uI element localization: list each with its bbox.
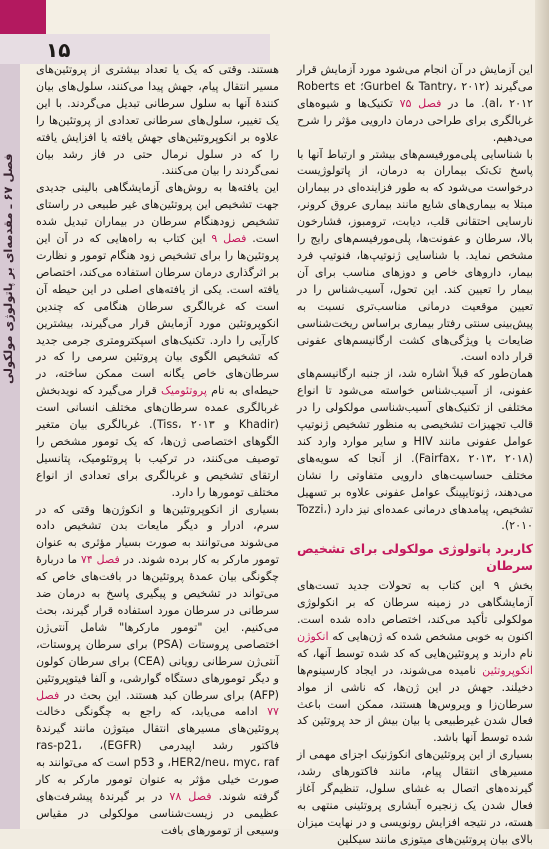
left-column bbox=[36, 62, 280, 837]
page-number-bar bbox=[0, 34, 270, 64]
paragraph: بسیاری از انکوپروتئین‌ها و انکوژن‌ها وقتی که در سرم، ادرار و دیگر مایعات بدن تشخیص داده می‌شوند می‌توانند به صورت بسیار مؤثری به عنوان تومور مارکر به کار برده شوند. در فصل ۷۴ ما دربارهٔ چگونگی بیان عمدهٔ پروتئین‌ها در بافت‌های خاص که می‌تواند در تشخیص و پیگیری پاسخ به درمان ضد سرطانی در سرطان مورد استفاده قرار گیرند، بحث می‌کنیم. این "تومور مارکرها" شامل آنتی‌ژن اختصاصی پروستات (PSA) برای سرطان پروستات، آنتی‌ژن سرطانی رویانی (CEA) برای سرطان کولون و دیگر تومورهای دستگاه گوارشی، و آلفا فیتوپروتئین (AFP) برای سرطان کبد هستند. این بحث در فصل ۷۷ ادامه می‌یابد، که راجع به چگونگی دخالت پروتئین‌های مسیرهای انتقال میتوژن مانند گیرندهٔ فاکتور رشد اپیدرمی (EGFR)، ras-p21، HER2/neu، myc، raf، و p53 است که می‌توانند به صورت خیلی مؤثر به عنوان تومور مارکر به کار گرفته شوند. فصل ۷۸ در بر گیرندهٔ پیشرفت‌های عظیمی در زیست‌شناسی مولکولی در مقیاس وسیعی از تومورهای بافت bbox=[36, 502, 280, 837]
highlighted-term: انکوپروتئین bbox=[482, 663, 533, 677]
page-edge-shadow bbox=[535, 0, 549, 829]
paragraph: هستند. وقتی که یک یا تعداد بیشتری از پروتئین‌های مسیر انتقال پیام، جهش پیدا می‌کنند، سلول‌های بیان کنندهٔ آنها به سلول سرطانی تبدیل می‌گردند. با این یک تغییر، سلول‌های سرطانی تعدادی از پروتئین‌ها را علاوه بر انکوپروتئین‌های جهش یافته یا افزایش یافته را که در سلول نرمال حتی در فاز رشد بیان نمی‌گردند را بیان می‌کنند. bbox=[36, 63, 279, 178]
page-number: ۱۵ bbox=[46, 38, 71, 62]
highlighted-term: انکوژن bbox=[297, 629, 329, 643]
paragraph: با شناسایی پلی‌مورفیسم‌های بیشتر و ارتباط آنها با پاسخ تک‌تک بیماران به درمان، از پاتولوژیست درخواست می‌شود که به طور فزاینده‌ای در بیماران مبتلا به بیماری‌های شایع مانند بیماری عروق کرونر، نارسایی احتقانی قلب، دیابت، ترومبوز، فشارخون بالا، سرطان و عفونت‌ها، پلی‌مورفیسم‌های رایج را مشخص نماید. با شناسایی ژنوتیپ‌ها، فنوتیپ فرد بیمار، داروهای خاص و دوزهای مناسب برای آن بیمار را تعیین کند. این تحول، آسیب‌شناس را در تعیین موقعیت درمانی مناسب‌تری نسبت به پیش‌بینی سنتی رفتار بیماری براساس ریخت‌شناسی ضایعات یا ویژگی‌های کشت ارگانیسم‌های عفونی قرار داده است. bbox=[297, 147, 533, 364]
chapter-reference: فصل ۷۷ bbox=[36, 688, 279, 719]
right-column bbox=[297, 62, 533, 846]
chapter-reference: فصل ۹ bbox=[211, 232, 247, 246]
paragraph: این یافته‌ها به روش‌های آزمایشگاهی بالینی جدیدی جهت تشخیص این پروتئین‌های غیر طبیعی در راستای تشخیص زودهنگام سرطان در بیماران تبدیل شده است. فصل ۹ این کتاب به راه‌هایی که در آن این پروتئین‌ها را برای تشخیص زود هنگام تومور و نظارت بر اثرگذاری درمان سرطان استفاده می‌کند، اختصاص یافته است. یکی از یافته‌های اصلی در این حیطه آن است که غربالگری سرطان هنگامی که چندین انکوپروتئین مورد آزمایش قرار می‌گیرند، بیشترین کارآیی را دارد. تکنیک‌های اسپکترومتری جرمی جدید که تشخیص الگوی بیان پروتئین سرمی را که در سرطان‌های خاص یگانه است ممکن ساخته، در حیطه‌ای به نام پروتئومیک قرار می‌گیرد که نوید‌بخش غربالگری عمده سرطان‌های مختلف انسانی است (Khadir و Tiss، ۲۰۱۳). غربالگری بیان متغیر الگوهای اختصاصی ژن‌ها، که یک تومور مشخص را توصیف می‌کنند، در ترکیب با پروتئومیک، پتانسیل ارتقای تشخیص و غربالگری برای تعدادی از انواع مختلف تومورها را دارد. bbox=[36, 181, 279, 499]
paragraph: همان‌طور که قبلاً اشاره شد، از جنبه ارگانیسم‌های عفونی، از آسیب‌شناس خواسته می‌شود تا انواع مختلفی از تکنیک‌های آسیب‌شناسی مولکولی را در قالب تجهیزات تشخیصی به منظور تشخیص ژنوتیپ عوامل عفونی مانند HIV و سایر موارد وارد کند (Fairfax، ۲۰۱۳، ۲۰۱۸). از آنجا که سویه‌های مختلف حساسیت‌های دارویی متفاوتی را نشان می‌دهند، ژنوتایپینگ عوامل عفونی علاوه بر تسهیل تشخیص، پیامدهای درمانی عمده‌ای نیز دارد (Tozzi، ۲۰۱۰). bbox=[297, 367, 533, 533]
chapter-reference: فصل ۷۴ bbox=[80, 553, 120, 567]
highlighted-term: پروتئومیک bbox=[160, 384, 207, 398]
paragraph: بخش ۹ این کتاب به تحولات جدید تست‌های آزمایشگاهی در زمینه سرطان که بر انکولوژی مولکولی تأکید می‌کند، اختصاص داده شده است. اکنون به خوبی مشخص شده که ژن‌هایی که انکوژن نام دارند و پروتئین‌هایی که کد شده توسط آنها، که انکوپروتئین نامیده می‌شوند، در ایجاد کارسینوم‌ها دخیلند. جهش در این ژن‌ها، که ناشی از مواد سرطان‌زا و ویروس‌ها هستند، ممکن است باعث فعال شدن غیرطبیعی یا بیان بیش از حد پروتئین کد شده توسط آنها باشد. bbox=[297, 579, 533, 745]
section-heading: کاربرد پاتولوژی مولکولی برای تشخیص سرطان bbox=[297, 541, 533, 574]
corner-color-block bbox=[0, 0, 46, 34]
chapter-side-band: فصل ۶۷ ـ مقدمه‌ای بر پاتولوژی مولکولی bbox=[0, 64, 20, 829]
paragraph: این آزمایش در آن انجام می‌شود مورد آزمایش قرار می‌گیرند (Gurbel & Tantry، ۲۰۱۲؛ Roberts et al، ۲۰۱۲). ما در فصل ۷۵ تکنیک‌ها و شیوه‌های غربالگری برای طراحی درمان دارویی مؤثر را شرح می‌دهیم. bbox=[297, 63, 533, 144]
paragraph: بسیاری از این پروتئین‌های انکوژنیک اجزای مهمی از مسیرهای انتقال پیام، مانند فاکتورهای رشد، گیرنده‌های اتصال به غشای سلول، تنظیم‌گر آغاز فعال شدن یک زنجیره آبشاری پروتئینی منتهی به هسته، در نتیجه افزایش رونویسی و در نهایت میزان بالای بیان پروتئین‌های میتوزی مانند سیکلین bbox=[297, 748, 533, 846]
chapter-reference: فصل ۷۵ bbox=[399, 96, 442, 110]
chapter-reference: فصل ۷۸ bbox=[169, 789, 212, 803]
